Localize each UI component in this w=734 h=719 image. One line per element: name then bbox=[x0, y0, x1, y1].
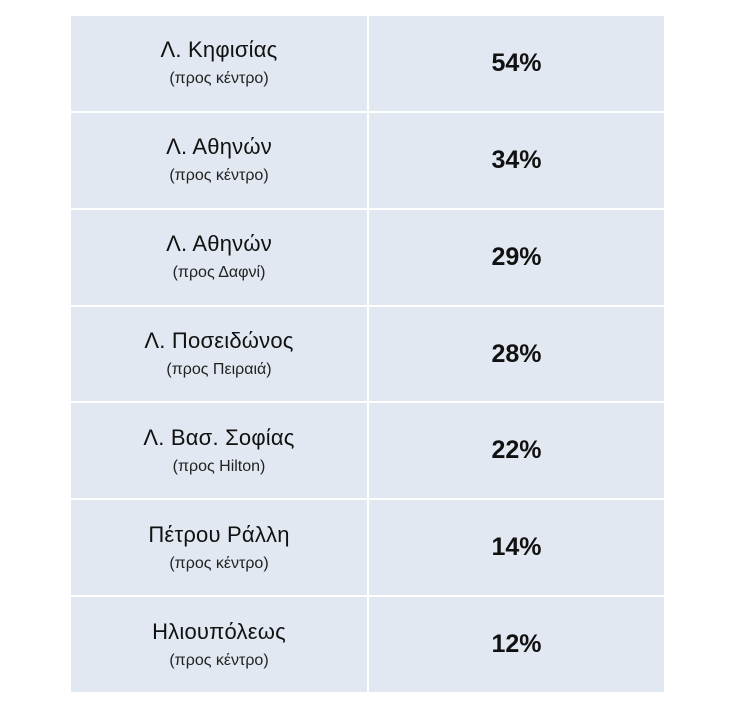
percent-value: 34% bbox=[491, 145, 542, 174]
road-direction: (προς κέντρο) bbox=[169, 167, 269, 185]
road-cell bbox=[71, 210, 369, 305]
road-direction: (προς Πειραιά) bbox=[166, 361, 272, 378]
road-name: Ηλιουπόλεως bbox=[152, 618, 286, 644]
percent-cell bbox=[369, 307, 664, 402]
road-cell bbox=[71, 16, 369, 111]
table-row bbox=[71, 597, 664, 692]
road-direction: (προς Δαφνί) bbox=[172, 264, 266, 282]
road-name: Λ. Κηφισίας bbox=[160, 37, 278, 63]
traffic-table bbox=[70, 15, 665, 693]
road-cell bbox=[71, 403, 369, 498]
percent-value: 54% bbox=[491, 48, 542, 77]
road-direction: (προς Hilton) bbox=[172, 457, 266, 475]
percent-cell bbox=[369, 403, 664, 498]
road-name: Λ. Αθηνών bbox=[166, 134, 272, 160]
road-direction: (προς κέντρο) bbox=[169, 651, 269, 669]
percent-cell bbox=[369, 113, 664, 208]
percent-value: 29% bbox=[491, 242, 542, 271]
road-direction: (προς κέντρο) bbox=[169, 554, 269, 572]
road-cell bbox=[71, 113, 369, 208]
table-row bbox=[71, 307, 664, 404]
table-row bbox=[71, 500, 664, 597]
table-row bbox=[71, 403, 664, 500]
road-name: Λ. Βασ. Σοφίας bbox=[143, 424, 295, 450]
road-cell bbox=[71, 307, 369, 402]
percent-value: 28% bbox=[491, 339, 542, 368]
table-row bbox=[71, 210, 664, 307]
road-name: Πέτρου Ράλλη bbox=[148, 521, 290, 547]
percent-cell bbox=[369, 210, 664, 305]
percent-value: 14% bbox=[491, 533, 542, 562]
percent-cell bbox=[369, 500, 664, 595]
road-cell bbox=[71, 500, 369, 595]
road-name: Λ. Αθηνών bbox=[166, 231, 272, 257]
percent-cell bbox=[369, 597, 664, 692]
road-cell bbox=[71, 597, 369, 692]
percent-value: 22% bbox=[491, 436, 542, 465]
percent-cell bbox=[369, 16, 664, 111]
road-name: Λ. Ποσειδώνος bbox=[144, 328, 294, 353]
table-row bbox=[71, 16, 664, 113]
percent-value: 12% bbox=[491, 630, 542, 659]
table-row bbox=[71, 113, 664, 210]
road-direction: (προς κέντρο) bbox=[169, 70, 269, 88]
